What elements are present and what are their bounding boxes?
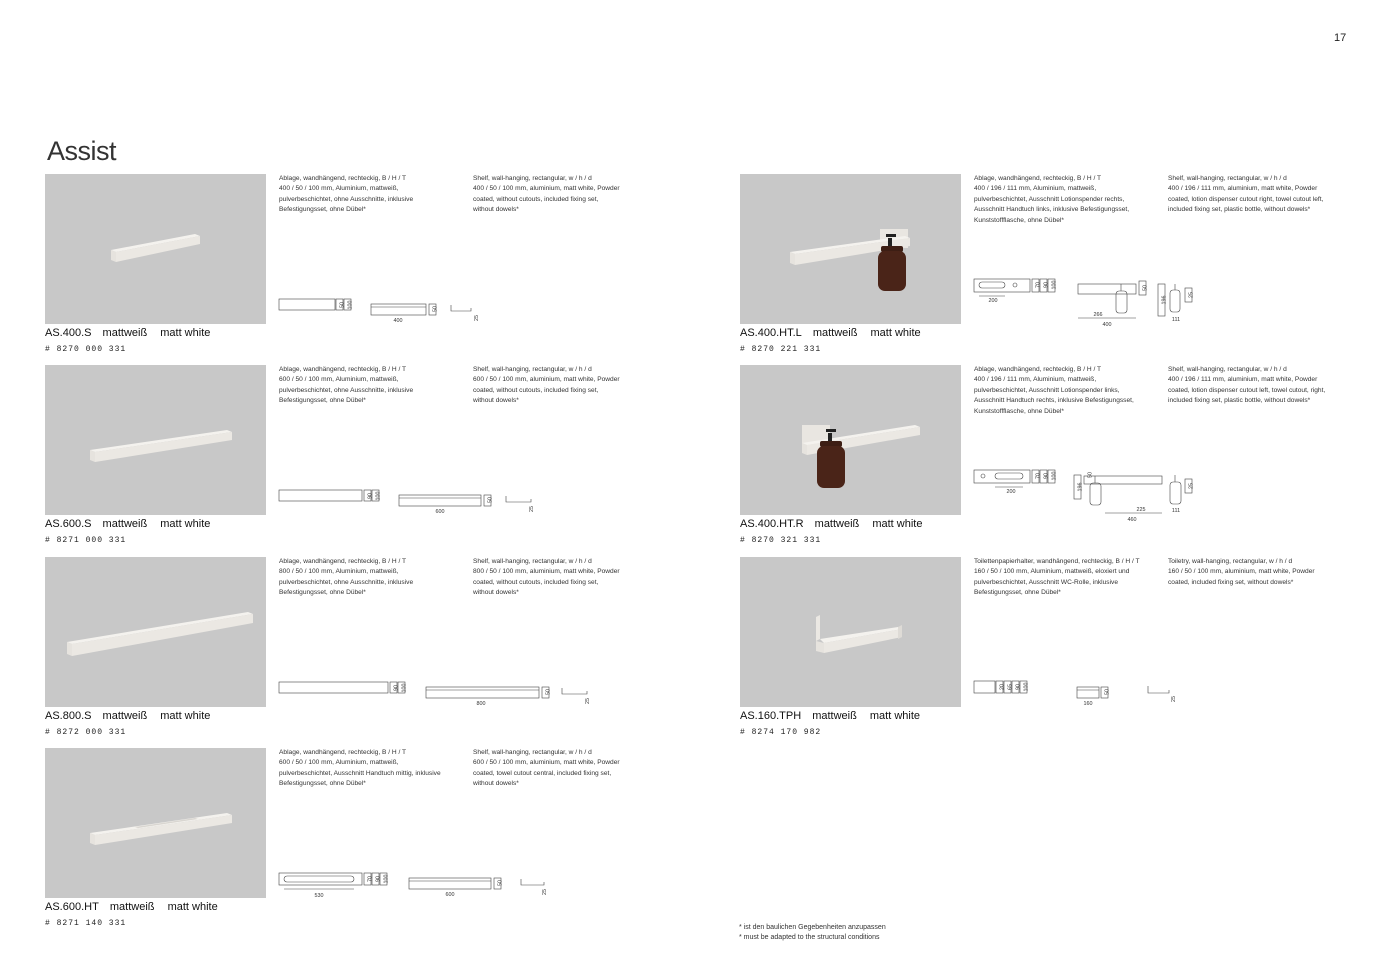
technical-drawing [276,475,676,523]
article-number: # 8270 321 331 [740,536,822,545]
toilet-paper-holder-illustration [740,557,961,707]
dim-label: 25 [542,889,548,895]
article-number: # 8272 000 331 [45,728,127,737]
dim-label: 50 [432,306,439,312]
color-en: matt white [872,518,923,530]
dim-label: 196 [1077,482,1084,492]
color-de: mattweiß [109,901,155,913]
article-number: # 8271 140 331 [45,919,127,928]
shelf-illustration [740,365,961,515]
description-de: Toilettenpapierhalter, wandhängend, rechteckig, B / H / T 160 / 50 / 100 mm, Aluminium, mattweiß, eloxiert und pulverbeschichtet, Ausschnitt WC-Rolle, inklusive Befestigungsset, ohne Dübel* [974,558,1140,597]
dim-label: 70 [1035,473,1042,479]
shelf-illustration [45,748,266,898]
color-en: matt white [160,518,211,530]
dim-label: 50 [1142,285,1149,291]
product-photo [45,557,266,707]
dim-label: 100 [1023,682,1030,692]
product-as-600-s [45,365,685,550]
color-en: matt white [160,327,211,339]
dim-label: 90 [1043,473,1050,479]
product-photo [45,748,266,898]
description-en: Shelf, wall-hanging, rectangular, w / h / d 400 / 196 / 111 mm, aluminium, matt white, Powder coated, lotion dispenser cutout left, towel cutout, right, included fixing set, plastic bottle, without dowels* [1168,366,1326,405]
product-as-800-s [45,557,685,742]
dim-label: 25 [1188,292,1195,298]
description-de: Ablage, wandhängend, rechteckig, B / H / T 600 / 50 / 100 mm, Aluminium, mattweiß, pulverbeschichtet, ohne Ausschnitte, inklusive Befestigungsset, ohne Dübel* [279,366,414,405]
page-number: 17 [1334,32,1347,44]
product-as-400-ht-l [740,174,1380,359]
description-de: Ablage, wandhängend, rechteckig, B / H / T 800 / 50 / 100 mm, Aluminium, mattweiß, pulverbeschichtet, ohne Ausschnitte, inklusive Befestigungsset, ohne Dübel* [279,558,414,597]
color-de: mattweiß [814,518,860,530]
shelf-illustration [45,365,266,515]
product-as-600-ht [45,748,685,933]
dim-label: 196 [1161,295,1168,305]
dim-label: 70 [367,876,374,882]
dim-label: 50 [545,689,552,695]
footnotes [739,923,886,943]
dim-label: 100 [401,683,408,693]
dim-label: 50 [1104,689,1111,695]
color-de: mattweiß [102,327,148,339]
shelf-illustration [45,174,266,324]
dim-label: 100 [375,491,382,501]
technical-drawing [971,276,1371,328]
technical-drawing [971,467,1371,523]
product-photo [740,557,961,707]
description-en: Shelf, wall-hanging, rectangular, w / h / d 400 / 50 / 100 mm, aluminium, matt white, Powder coated, without cutouts, included fixing set, without dowels* [473,175,620,214]
dim-label: 50 [497,880,504,886]
technical-drawing [971,667,1371,715]
model-code: AS.160.TPH [740,710,802,722]
product-as-400-ht-r [740,365,1380,550]
footnote-de: * ist den baulichen Gegebenheiten anzupassen [739,924,886,931]
description-en: Shelf, wall-hanging, rectangular, w / h / d 400 / 196 / 111 mm, aluminium, matt white, Powder coated, lotion dispenser cutout right, towel cutout left, included fixing set, plastic bottle, without dowels* [1168,175,1324,214]
product-photo [45,174,266,324]
description-de: Ablage, wandhängend, rechteckig, B / H / T 400 / 196 / 111 mm, Aluminium, mattweiß, pulverbeschichtet, Ausschnitt Lotionspender rechts, Ausschnitt Handtuch links, inklusive Befestigungsset, Kunststoffflasche, ohne Dübel* [974,175,1130,224]
dim-label: 266 [1093,312,1103,318]
technical-drawing [276,667,676,715]
description-de: Ablage, wandhängend, rechteckig, B / H / T 600 / 50 / 100 mm, Aluminium, mattweiß, pulverbeschichtet, Ausschnitt Handtuch mittig, inklusive Befestigungsset, ohne Dübel* [279,749,441,788]
product-photo [740,365,961,515]
color-en: matt white [167,901,218,913]
dim-label: 90 [1015,684,1022,690]
shelf-illustration [45,557,266,707]
dim-label: 65 [1007,684,1014,690]
dim-label: 400 [1102,322,1112,328]
description-en: Shelf, wall-hanging, rectangular, w / h / d 600 / 50 / 100 mm, aluminium, matt white, Powder coated, without cutouts, included fixing set, without dowels* [473,366,620,405]
dim-label: 25 [529,506,535,512]
color-de: mattweiß [102,518,148,530]
technical-drawing [276,858,676,906]
dim-label: 200 [988,298,998,304]
dim-label: 100 [1051,280,1058,290]
dim-label: 160 [1083,701,1093,707]
dim-label: 600 [435,509,445,515]
model-code: AS.400.HT.R [740,518,804,530]
article-number: # 8274 170 982 [740,728,822,737]
color-de: mattweiß [812,327,858,339]
model-code: AS.400.S [45,327,92,339]
dim-label: 50 [339,302,346,308]
description-en: Shelf, wall-hanging, rectangular, w / h / d 800 / 50 / 100 mm, aluminium, matt white, Powder coated, without cutouts, included fixing set, without dowels* [473,558,620,597]
article-number: # 8271 000 331 [45,536,127,545]
product-name [45,327,210,339]
product-name [740,710,920,722]
dim-label: 111 [1171,508,1181,514]
model-code: AS.600.S [45,518,92,530]
article-number: # 8270 221 331 [740,345,822,354]
dim-label: 800 [476,701,486,707]
description-de: Ablage, wandhängend, rechteckig, B / H / T 400 / 196 / 111 mm, Aluminium, mattweiß, pulverbeschichtet, Ausschnitt Lotionspender links, Ausschnitt Handtuch rechts, inklusive Befestigungsset, Kunststoffflasche, ohne Dübel* [974,366,1134,415]
model-code: AS.800.S [45,710,92,722]
dim-label: 50 [1087,472,1094,478]
model-code: AS.400.HT.L [740,327,802,339]
shelf-illustration [740,174,961,324]
dim-label: 90 [367,493,374,499]
dim-label: 20 [999,684,1006,690]
dim-label: 200 [1006,489,1016,495]
dim-label: 25 [585,698,591,704]
dim-label: 90 [393,685,400,691]
product-as-160-tph [740,557,1380,742]
dim-label: 225 [1136,507,1146,513]
page-title: Assist [47,136,117,167]
dim-label: 111 [1171,317,1181,323]
product-name [45,518,210,530]
description-en: Shelf, wall-hanging, rectangular, w / h / d 600 / 50 / 100 mm, aluminium, matt white, Powder coated, towel cutout central, included fixing set, without dowels* [473,749,620,788]
footnote-en: * must be adapted to the structural conditions [739,934,880,941]
dim-label: 25 [474,315,480,321]
dim-label: 70 [1035,282,1042,288]
color-en: matt white [160,710,211,722]
color-de: mattweiß [812,710,857,722]
dim-label: 600 [445,892,455,898]
description-de: Ablage, wandhängend, rechteckig, B / H / T 400 / 50 / 100 mm, Aluminium, mattweiß, pulverbeschichtet, ohne Ausschnitte, inklusive Befestigungsset, ohne Dübel* [279,175,414,214]
dim-label: 100 [383,874,390,884]
dim-label: 50 [487,497,494,503]
product-name [740,327,921,339]
dim-label: 100 [1051,471,1058,481]
dim-label: 90 [1043,282,1050,288]
dim-label: 25 [1188,483,1195,489]
product-name [45,710,210,722]
dim-label: 90 [375,876,382,882]
product-name [740,518,922,530]
dim-label: 530 [314,893,324,899]
description-en: Toiletry, wall-hanging, rectangular, w / h / d 160 / 50 / 100 mm, aluminium, matt white, Powder coated, included fixing set, without dowels* [1168,558,1315,586]
color-en: matt white [870,327,921,339]
product-as-400-s [45,174,685,359]
color-de: mattweiß [102,710,148,722]
technical-drawing [276,284,676,332]
product-photo [740,174,961,324]
dim-label: 25 [1171,696,1177,702]
dim-label: 460 [1127,517,1137,523]
dim-label: 100 [347,300,354,310]
article-number: # 8270 000 331 [45,345,127,354]
product-photo [45,365,266,515]
dim-label: 400 [393,318,403,324]
product-name [45,901,218,913]
color-en: matt white [869,710,921,722]
model-code: AS.600.HT [45,901,99,913]
